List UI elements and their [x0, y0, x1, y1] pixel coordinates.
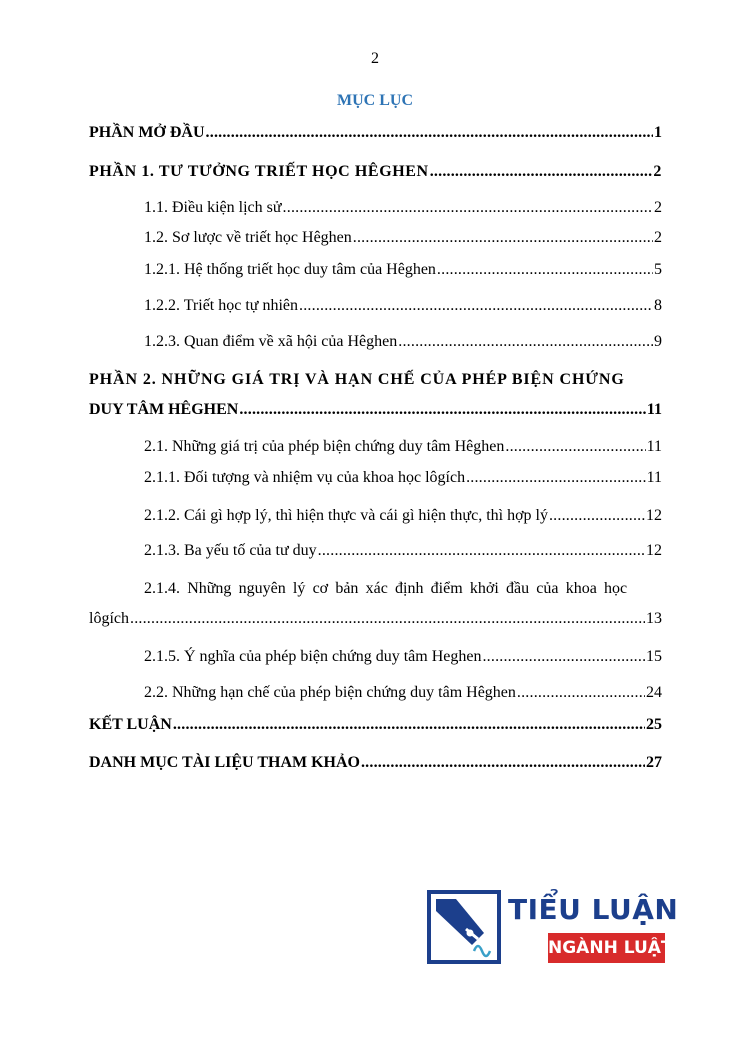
- toc-entry-page: 5: [654, 261, 662, 278]
- toc-leader-dots: [173, 714, 645, 736]
- toc-leader-dots: [466, 467, 646, 489]
- toc-leader-dots: [353, 227, 653, 249]
- toc-leader-dots: [505, 436, 645, 458]
- toc-entry-page: 2: [654, 199, 662, 216]
- toc-entry-page: 2: [654, 229, 662, 246]
- toc-entry-label: 1.1. Điều kiện lịch sử: [144, 199, 282, 216]
- toc-leader-dots: [206, 122, 653, 144]
- toc-entry-page: 11: [646, 469, 662, 486]
- toc-entry-label: PHẦN MỞ ĐẦU: [89, 124, 205, 141]
- toc-entry-1-2[interactable]: [144, 227, 662, 249]
- toc-entry-label: PHẦN 2. NHỮNG GIÁ TRỊ VÀ HẠN CHẾ CỦA PHÉP BIỆN CHỨNG: [89, 371, 625, 388]
- toc-entry-label-line-2: [89, 608, 662, 630]
- toc-leader-dots: [437, 259, 653, 281]
- toc-entry-2-1-3[interactable]: [144, 540, 662, 562]
- toc-leader-dots: [283, 197, 653, 219]
- toc-entry-page: 9: [654, 333, 662, 350]
- logo-text-bottom: NGÀNH LUẬT: [548, 933, 665, 963]
- toc-leader-dots: [430, 161, 653, 183]
- toc-entry-2-1[interactable]: [144, 436, 662, 458]
- toc-leader-dots: [299, 295, 653, 317]
- toc-entry-2-1-1[interactable]: [144, 467, 662, 489]
- toc-entry-page: 12: [646, 507, 662, 524]
- toc-entry-1-2-2[interactable]: [144, 295, 662, 317]
- toc-entry-page: 25: [646, 716, 662, 733]
- toc-entry-page: 12: [646, 542, 662, 559]
- toc-leader-dots: [398, 331, 653, 353]
- toc-entry-label: 2.1.4. Những nguyên lý cơ bản xác định điểm khởi đầu của khoa học: [144, 580, 628, 597]
- toc-entry-1-2-3[interactable]: [144, 331, 662, 353]
- toc-entry-part-1[interactable]: [89, 161, 662, 183]
- toc-title: MỤC LỤC: [337, 92, 413, 109]
- toc-entry-label: 1.2.2. Triết học tự nhiên: [144, 297, 299, 314]
- toc-entry-page: 1: [654, 124, 662, 141]
- toc-entry-label: 1.2.1. Hệ thống triết học duy tâm của Hêghen: [144, 261, 436, 278]
- toc-entry-label: 2.1.5. Ý nghĩa của phép biện chứng duy tâm Heghen: [144, 648, 482, 665]
- toc-entry-page: 13: [646, 610, 662, 627]
- toc-leader-dots: [361, 752, 645, 774]
- toc-entry-label: DUY TÂM HÊGHEN: [89, 401, 239, 418]
- toc-entry-2-1-5[interactable]: [144, 646, 662, 668]
- toc-entry-page: 2: [653, 163, 662, 180]
- toc-entry-1-2-1[interactable]: [144, 259, 662, 281]
- toc-leader-dots: [517, 682, 645, 704]
- toc-entry-page: 8: [654, 297, 662, 314]
- toc-entry-label: PHẦN 1. TƯ TƯỞNG TRIẾT HỌC HÊGHEN: [89, 163, 429, 180]
- toc-entry-page: 11: [646, 401, 662, 418]
- toc-leader-dots: [549, 505, 645, 527]
- toc-leader-dots: [239, 399, 646, 421]
- toc-entry-label-line-2: [89, 399, 662, 421]
- toc-entry-label: 2.1. Những giá trị của phép biện chứng duy tâm Hêghen: [144, 438, 505, 455]
- toc-entry-label-line-1: [89, 369, 662, 391]
- toc-leader-dots: [130, 608, 645, 630]
- toc-entry-2-2[interactable]: [144, 682, 662, 704]
- toc-entry-references[interactable]: [89, 752, 662, 774]
- logo: [426, 887, 679, 967]
- pen-nib-icon: [426, 889, 502, 965]
- toc-entry-2-1-2[interactable]: [144, 505, 662, 527]
- page-number: 2: [371, 50, 379, 67]
- toc-entry-label: 1.2.3. Quan điểm về xã hội của Hêghen: [144, 333, 398, 350]
- toc-entry-page: 24: [646, 684, 662, 701]
- toc-entry-page: 15: [646, 648, 662, 665]
- toc-entry-intro[interactable]: [89, 122, 662, 144]
- toc-entry-1-1[interactable]: [144, 197, 662, 219]
- toc-entry-label: KẾT LUẬN: [89, 716, 172, 733]
- logo-text-top: TIỂU LUẬN: [508, 893, 679, 926]
- toc-entry-conclusion[interactable]: [89, 714, 662, 736]
- toc-entry-label: 2.1.2. Cái gì hợp lý, thì hiện thực và cái gì hiện thực, thì hợp lý: [144, 507, 548, 524]
- toc-entry-label: 2.1.1. Đối tượng và nhiệm vụ của khoa học lôgích: [144, 469, 466, 486]
- toc-entry-label: DANH MỤC TÀI LIỆU THAM KHẢO: [89, 754, 360, 771]
- toc-entry-page: 11: [646, 438, 662, 455]
- toc-entry-label: lôgích: [89, 610, 129, 627]
- toc-entry-label: 2.2. Những hạn chế của phép biện chứng duy tâm Hêghen: [144, 684, 516, 701]
- toc-entry-label-line-1: [144, 578, 662, 600]
- toc-entry-label: 1.2. Sơ lược về triết học Hêghen: [144, 229, 352, 246]
- toc-entry-label: 2.1.3. Ba yếu tố của tư duy: [144, 542, 317, 559]
- toc-leader-dots: [318, 540, 645, 562]
- toc-leader-dots: [482, 646, 645, 668]
- toc-entry-page: 27: [646, 754, 662, 771]
